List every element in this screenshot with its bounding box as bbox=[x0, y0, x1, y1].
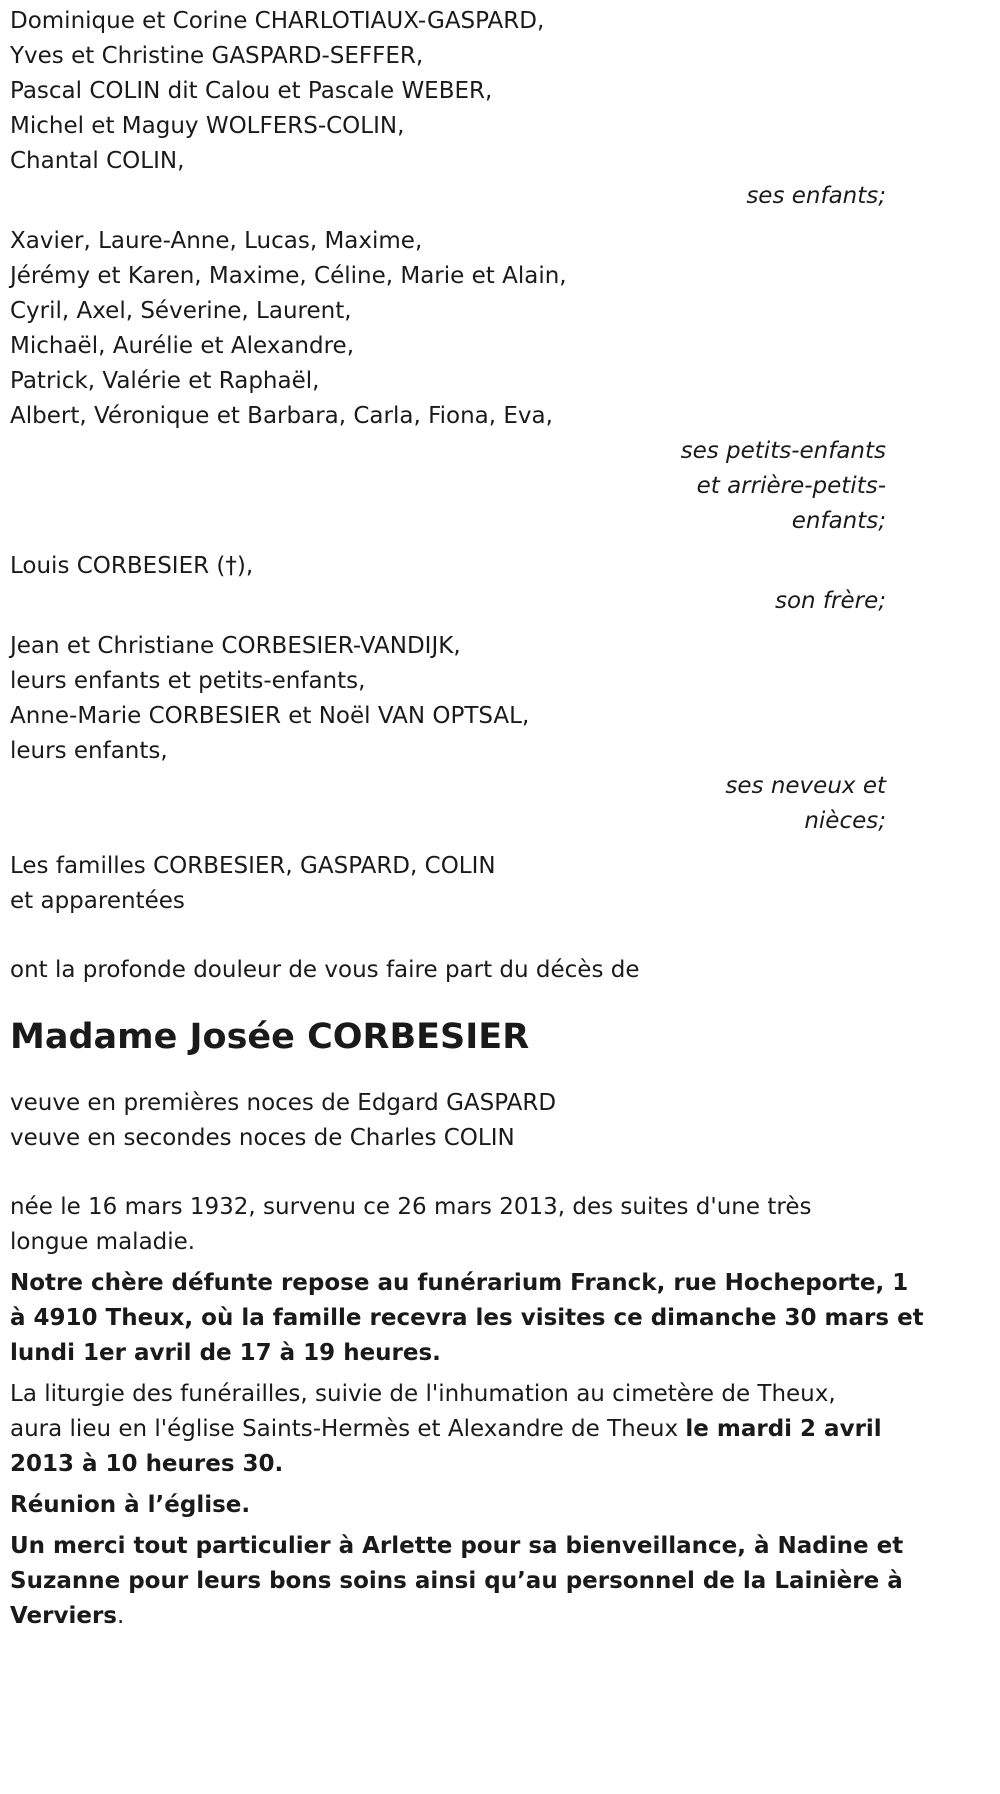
families-block bbox=[10, 849, 886, 919]
children-line: Yves et Christine GASPARD-SEFFER, bbox=[10, 43, 424, 69]
widow-block bbox=[10, 1086, 886, 1156]
children-line: Michel et Maguy WOLFERS-COLIN, bbox=[10, 113, 405, 139]
brother-role: son frère; bbox=[774, 588, 886, 614]
thanks-tail-text: . bbox=[117, 1603, 125, 1629]
nephews-line: Anne-Marie CORBESIER et Noël VAN OPTSAL, bbox=[10, 703, 530, 729]
nephews-line: Jean et Christiane CORBESIER-VANDIJK, bbox=[10, 633, 461, 659]
grandchildren-role: ses petits-enfants bbox=[680, 438, 886, 464]
grandchildren-line: Jérémy et Karen, Maxime, Céline, Marie et Alain, bbox=[10, 263, 567, 289]
nephews-block bbox=[10, 629, 886, 839]
deceased-name: Madame Josée CORBESIER bbox=[10, 1017, 530, 1057]
brother-block bbox=[10, 549, 886, 619]
meeting-text: Réunion à l’église. bbox=[10, 1492, 251, 1518]
announcement-text: ont la profonde douleur de vous faire part du décès de bbox=[10, 957, 640, 983]
families-line: Les familles CORBESIER, GASPARD, COLIN bbox=[10, 853, 496, 879]
visitation-line: Notre chère défunte repose au funérarium Franck, rue Hocheporte, 1 bbox=[10, 1270, 909, 1296]
families-line: et apparentées bbox=[10, 888, 185, 914]
nephews-role: nièces; bbox=[804, 808, 886, 834]
grandchildren-block bbox=[10, 224, 886, 539]
grandchildren-line: Michaël, Aurélie et Alexandre, bbox=[10, 333, 355, 359]
grandchildren-line: Patrick, Valérie et Raphaël, bbox=[10, 368, 320, 394]
liturgy-date-text: le mardi 2 avril bbox=[685, 1416, 882, 1442]
liturgy-paragraph bbox=[10, 1377, 886, 1482]
visitation-paragraph bbox=[10, 1266, 924, 1371]
liturgy-line: La liturgie des funérailles, suivie de l'inhumation au cimetère de Theux, bbox=[10, 1381, 836, 1407]
visitation-line: à 4910 Theux, où la famille recevra les visites ce dimanche 30 mars et bbox=[10, 1305, 924, 1331]
grandchildren-line: Cyril, Axel, Séverine, Laurent, bbox=[10, 298, 352, 324]
nephews-role: ses neveux et bbox=[725, 773, 886, 799]
birth-death-line: née le 16 mars 1932, survenu ce 26 mars 2013, des suites d'une très bbox=[10, 1194, 812, 1220]
children-block bbox=[10, 4, 886, 214]
children-line: Dominique et Corine CHARLOTIAUX-GASPARD, bbox=[10, 8, 545, 34]
thanks-line: Suzanne pour leurs bons soins ainsi qu’au personnel de la Lainière à bbox=[10, 1568, 903, 1594]
thanks-paragraph bbox=[10, 1529, 904, 1634]
liturgy-place-text: aura lieu en l'église Saints-Hermès et Alexandre de Theux bbox=[10, 1416, 686, 1442]
grandchildren-role: et arrière-petits- bbox=[696, 473, 886, 499]
widow-line: veuve en premières noces de Edgard GASPARD bbox=[10, 1090, 557, 1116]
nephews-line: leurs enfants, bbox=[10, 738, 168, 764]
birth-death-line: longue maladie. bbox=[10, 1229, 196, 1255]
liturgy-time-text: 2013 à 10 heures 30. bbox=[10, 1451, 284, 1477]
widow-line: veuve en secondes noces de Charles COLIN bbox=[10, 1125, 515, 1151]
visitation-line: lundi 1er avril de 17 à 19 heures. bbox=[10, 1340, 441, 1366]
children-role: ses enfants; bbox=[746, 183, 886, 209]
liturgy-line bbox=[10, 1412, 886, 1447]
birth-death-paragraph bbox=[10, 1190, 886, 1260]
grandchildren-line: Xavier, Laure-Anne, Lucas, Maxime, bbox=[10, 228, 423, 254]
brother-line: Louis CORBESIER (†), bbox=[10, 553, 254, 579]
children-line: Pascal COLIN dit Calou et Pascale WEBER, bbox=[10, 78, 493, 104]
thanks-city-text: Verviers bbox=[10, 1603, 117, 1629]
nephews-line: leurs enfants et petits-enfants, bbox=[10, 668, 366, 694]
grandchildren-role: enfants; bbox=[791, 508, 886, 534]
children-line: Chantal COLIN, bbox=[10, 148, 185, 174]
thanks-line: Un merci tout particulier à Arlette pour sa bienveillance, à Nadine et bbox=[10, 1533, 904, 1559]
thanks-line bbox=[10, 1599, 886, 1634]
grandchildren-line: Albert, Véronique et Barbara, Carla, Fiona, Eva, bbox=[10, 403, 553, 429]
